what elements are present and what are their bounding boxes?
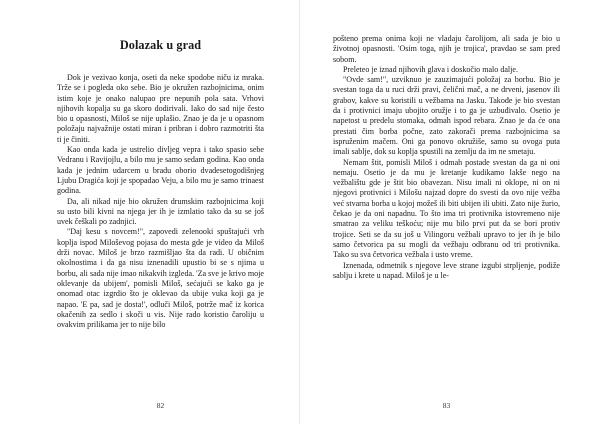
paragraph: Preleteo je iznad njihovih glava i doskočio malo dalje. [343,64,518,74]
paragraph: "Ovde sam!", uzviknuo je zauzimajući položaj za borbu. Bio je svestan toga da u ruci drži pravi, čelični mač, a ne drveni, jasenov ili grabov, kakve su koristili u vežbama na Jasku. Takođe je bio svestan da i protivnici imaju ubojito oružje i to ga je uzbuđivalo. Osetio je napetost u predelu stomaka, odmah ispod rebara. Znao je da će ona prestati čim borba počne, zato zakorači prema razbojnicima sa ispruženim mačem. Oni ga ponovo okružiše, samo su ovoga puta imali sablje, dok su koplja spustili na zemlju da im ne smetaju. [333,75,560,157]
paragraph: Iznenada, odmetnik s njegove leve strane izgubi strpljenje, podiže sablju i krete u napad. Miloš je u le- [333,260,560,280]
page-number: 82 [156,401,165,410]
paragraph: Dok je vezivao konja, oseti da neke spodobe niču iz mraka. Trže se i pogleda oko sebe. Bio je okružen razbojnicima, onim istim koje je onako nalupao pre nepunih pola sata. Vrhovi njihovih kopalja su ga skoro dodirivali. Iako do sad nije često bio u opasnosti, Miloš se nije uplašio. Znao je da je u opasnom položaju najvažnije ostati miran i pribran i dobro razmotriti šta ti je činiti. [57,73,264,144]
paragraph: "Daj kesu s novcem!", zapovedi zelenooki spuštajući vrh koplja ispod Miloševog pojasa do mesta gde je video da Miloš drži novac. Miloš je brzo razmišljao šta da radi. U običnim okolnostima i da ga nisu iznenadili upustio bi se s njima u borbu, ali sada nije imao nikakvih izgleda. 'Za sve je krivo moje oklevanje da ubijem', pomisli Miloš, sećajući se kako ga je onomad otac izgrdio što je oklevao da ubije vuka koji ga je napao. 'E pa, sad je dosta!', odluči Miloš, potrže mač iz korica okačenih za sedlo i skoči u vis. Nije rado koristio čaroliju u ovakvim prilikama jer to nije bilo [57,227,264,330]
paragraph: pošteno prema onima koji ne vladaju čarolijom, ali sada je bio u životnoj opasnosti. 'Osim toga, njih je trojica', pravdao se sam pred sobom. [333,34,560,64]
chapter-title: Dolazak u grad [119,38,202,52]
paragraph: Nemam štit, pomisli Miloš i odmah postade svestan da ga ni oni nemaju. Osetio je da mu je kretanje kudikamo lakše nego na vežbalištu gde je štit bio obavezan. Nisu imali ni oklope, ni on ni njegovi protivnici i Milošu najzad dopre do svesti da ovo nije vežba već stvarna borba u kojoj možeš ili biti ubijen ili ubiti. Zato nije žurio, čekao je da oni napadnu. To što ima tri protivnika istovremeno nije smatrao za veliku teškoću; nije mu bilo prvi put da se bori protiv trojice. Seti se da su još u Vilingoru vežbali upravo to jer ih je bilo samo četvorica pa su mogli da vežbaju odbranu od tri protivnika. Tako su sva četvorica vežbala i usto vreme. [333,157,560,260]
right-page [300,0,600,424]
page-number: 83 [442,401,451,410]
paragraph: Da, ali nikad nije bio okružen drumskim razbojnicima koji su usto bili kivni na njega jer ih je izmlatio tako da su se još uvek češkali po zadnjici. [57,196,264,227]
paragraph: Kao onda kada je ustrelio divljeg vepra i tako spasio sebe Vedranu i Ravijojlu, a bilo mu je samo sedam godina. Kao onda kada je jednim udarcem u bradu oborio dvadesetogodišnjeg Ljubu Dragića koji je spopadao Veju, a bilo mu je samo trinaest godina. [57,145,264,196]
